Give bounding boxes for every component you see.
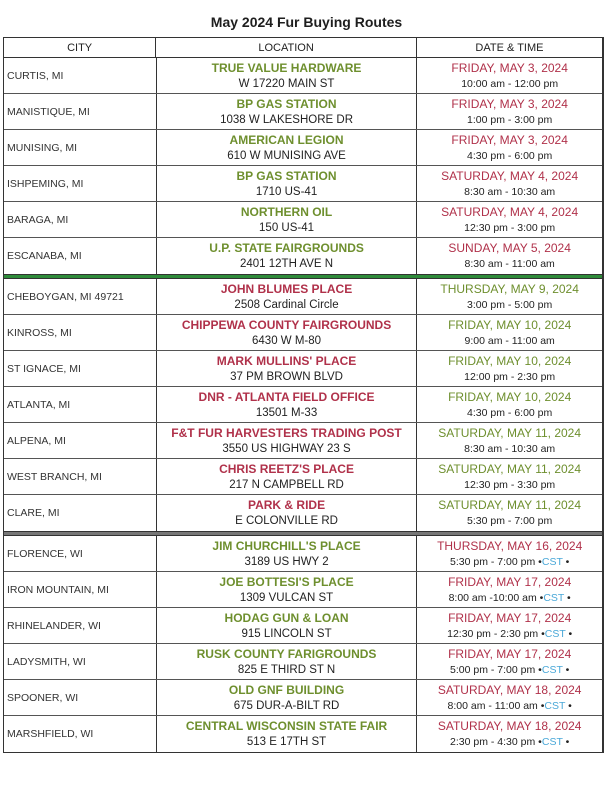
time-value: 3:00 pm - 5:00 pm: [467, 298, 553, 311]
table-row: [4, 608, 602, 644]
location-name: BP GAS STATION: [236, 168, 337, 183]
table-row: [4, 644, 602, 680]
city-cell: MANISTIQUE, MI: [7, 105, 90, 118]
date: FRIDAY, MAY 3, 2024: [451, 60, 568, 75]
bullet-icon: •: [562, 555, 570, 568]
time-value: 12:30 pm - 3:00 pm: [464, 221, 556, 234]
time-range: [449, 590, 571, 606]
date: SUNDAY, MAY 5, 2024: [448, 241, 571, 255]
timezone-label: CST: [544, 627, 566, 640]
time-range: [467, 405, 552, 421]
city-cell: KINROSS, MI: [7, 326, 72, 339]
bullet-icon: •: [538, 736, 542, 748]
location-address: 513 E 17TH ST: [246, 736, 327, 748]
city-cell: SPOONER, WI: [7, 691, 79, 704]
time-value: 8:00 am - 11:00 am: [447, 699, 541, 712]
time-range: [467, 112, 552, 128]
city-cell: CHEBOYGAN, MI 49721: [7, 290, 124, 303]
location-cell: [156, 387, 417, 422]
time-range: [464, 184, 555, 200]
time-range: [465, 256, 555, 272]
table-row: [4, 351, 602, 387]
location-address: 13501 M-33: [255, 406, 318, 419]
header-city: CITY: [67, 41, 93, 54]
date: SATURDAY, MAY 11, 2024: [438, 461, 582, 476]
time-value: 5:00 pm - 7:00 pm: [450, 663, 539, 676]
time-value: 10:00 am - 12:00 pm: [461, 77, 559, 90]
header-location: LOCATION: [155, 38, 416, 57]
city-cell: BARAGA, MI: [7, 213, 69, 226]
date: THURSDAY, MAY 16, 2024: [437, 538, 583, 553]
time-value: 8:00 am -10:00 am: [448, 591, 540, 604]
location-name: CENTRAL WISCONSIN STATE FAIR: [185, 719, 388, 733]
location-name: AMERICAN LEGION: [229, 132, 344, 147]
date-time-cell: [416, 130, 602, 165]
bullet-icon: •: [541, 627, 545, 640]
city-cell: CURTIS, MI: [7, 69, 64, 82]
date-time-cell: [416, 572, 602, 607]
location-cell: [156, 351, 417, 386]
location-name: DNR - ATLANTA FIELD OFFICE: [198, 389, 375, 404]
location-address: 150 US-41: [259, 221, 315, 234]
bullet-icon: •: [565, 627, 573, 640]
location-name: RUSK COUNTY FARIGROUNDS: [196, 646, 377, 661]
table-row: [4, 387, 602, 423]
location-address: 3550 US HIGHWAY 23 S: [222, 442, 351, 455]
city-cell: ATLANTA, MI: [7, 398, 71, 411]
table-body: [4, 58, 602, 752]
table-row: [4, 94, 602, 130]
time-value: 9:00 am - 11:00 am: [464, 334, 555, 347]
table-row: [4, 202, 602, 238]
date: SATURDAY, MAY 18, 2024: [437, 682, 582, 697]
location-name: JIM CHURCHILL'S PLACE: [212, 538, 361, 553]
city-cell: ALPENA, MI: [7, 434, 66, 447]
city-cell: MUNISING, MI: [7, 141, 77, 154]
timezone-label: CST: [543, 591, 565, 604]
table-row: [4, 716, 602, 752]
location-cell: [156, 58, 417, 93]
time-value: 5:30 pm - 7:00 pm: [467, 515, 553, 527]
time-range: [450, 662, 569, 678]
time-range: [447, 626, 572, 642]
location-address: 610 W MUNISING AVE: [227, 149, 346, 162]
bullet-icon: •: [540, 699, 545, 712]
date: SATURDAY, MAY 11, 2024: [438, 498, 582, 512]
city-cell: LADYSMITH, WI: [7, 655, 86, 668]
location-cell: [156, 644, 417, 679]
time-range: [465, 333, 555, 349]
location-address: 37 PM BROWN BLVD: [230, 370, 343, 383]
city-cell: ESCANABA, MI: [7, 250, 82, 262]
time-range: [464, 441, 555, 457]
city-cell: IRON MOUNTAIN, MI: [7, 583, 109, 596]
time-range: [450, 734, 569, 750]
location-cell: [156, 166, 417, 201]
date-time-cell: [416, 166, 602, 201]
table-row: [4, 680, 602, 716]
table-row: [4, 315, 602, 351]
time-value: 2:30 pm - 4:30 pm: [450, 736, 539, 748]
date-time-cell: [416, 94, 602, 129]
location-address: 675 DUR-A-BILT RD: [233, 699, 340, 712]
location-name: BP GAS STATION: [236, 96, 337, 111]
time-value: 8:30 am - 10:30 am: [464, 442, 556, 455]
date-time-cell: [416, 644, 602, 679]
city-cell: RHINELANDER, WI: [7, 619, 101, 632]
date-time-cell: [416, 608, 602, 643]
date-time-cell: [416, 202, 602, 237]
table-row: [4, 130, 602, 166]
bullet-icon: •: [562, 663, 570, 676]
date: FRIDAY, MAY 17, 2024: [448, 610, 572, 625]
timezone-label: CST: [541, 736, 563, 748]
time-value: 12:30 pm - 2:30 pm: [447, 627, 542, 640]
location-address: W 17220 MAIN ST: [238, 77, 335, 90]
location-cell: [156, 680, 417, 715]
location-cell: [156, 202, 417, 237]
date: SATURDAY, MAY 11, 2024: [438, 425, 582, 440]
date-time-cell: [416, 716, 602, 752]
time-range: [461, 76, 558, 92]
location-cell: [156, 716, 417, 752]
location-name: JOE BOTTESI'S PLACE: [219, 574, 354, 589]
table-row: [4, 238, 602, 274]
city-cell: WEST BRANCH, MI: [7, 470, 102, 483]
bullet-icon: •: [539, 591, 544, 604]
date-time-cell: [416, 459, 602, 494]
city-cell: MARSHFIELD, WI: [7, 728, 94, 740]
location-name: MARK MULLINS' PLACE: [216, 353, 357, 368]
location-address: 1038 W LAKESHORE DR: [220, 113, 353, 126]
location-name: F&T FUR HARVESTERS TRADING POST: [171, 425, 402, 440]
city-cell: CLARE, MI: [7, 507, 60, 519]
table-row: [4, 58, 602, 94]
time-range: [450, 554, 569, 570]
location-name: PARK & RIDE: [247, 498, 326, 512]
time-value: 4:30 pm - 6:00 pm: [467, 406, 553, 419]
location-address: E COLONVILLE RD: [235, 515, 338, 527]
location-cell: [156, 238, 417, 274]
location-address: 915 LINCOLN ST: [241, 627, 332, 640]
table-row: [4, 536, 602, 572]
timezone-label: CST: [544, 699, 566, 712]
location-name: NORTHERN OIL: [240, 204, 333, 219]
city-cell: FLORENCE, WI: [7, 547, 83, 560]
time-range: [467, 148, 552, 164]
table-row: [4, 279, 602, 315]
time-range: [448, 698, 572, 714]
time-value: 5:30 pm - 7:00 pm: [450, 555, 539, 568]
time-range: [464, 477, 555, 493]
location-address: 6430 W M-80: [252, 334, 322, 347]
location-address: 1710 US-41: [255, 185, 318, 198]
location-name: HODAG GUN & LOAN: [224, 610, 349, 625]
date: FRIDAY, MAY 3, 2024: [451, 96, 568, 111]
routes-table: [3, 37, 604, 753]
date-time-cell: [416, 238, 602, 274]
date-time-cell: [416, 58, 602, 93]
table-row: [4, 423, 602, 459]
location-name: CHRIS REETZ'S PLACE: [219, 461, 354, 476]
date-time-cell: [416, 351, 602, 386]
location-cell: [156, 423, 417, 458]
date-time-cell: [416, 536, 602, 571]
table-row: [4, 459, 602, 495]
time-range: [467, 297, 552, 313]
timezone-label: CST: [541, 663, 563, 676]
date: SATURDAY, MAY 4, 2024: [441, 168, 579, 183]
time-range: [464, 220, 555, 236]
bullet-icon: •: [538, 555, 542, 568]
date: FRIDAY, MAY 3, 2024: [451, 132, 568, 147]
time-value: 12:00 pm - 2:30 pm: [464, 370, 556, 383]
location-address: 825 E THIRD ST N: [237, 663, 336, 676]
location-cell: [156, 459, 417, 494]
date-time-cell: [416, 423, 602, 458]
date: THURSDAY, MAY 9, 2024: [440, 281, 579, 296]
location-cell: [156, 572, 417, 607]
location-cell: [156, 130, 417, 165]
date-time-cell: [416, 315, 602, 350]
location-cell: [156, 94, 417, 129]
time-range: [464, 369, 555, 385]
time-range: [467, 513, 552, 529]
city-cell: ST IGNACE, MI: [7, 362, 81, 375]
bullet-icon: •: [562, 736, 570, 748]
location-address: 2401 12TH AVE N: [239, 258, 334, 270]
table-row: [4, 572, 602, 608]
location-name: U.P. STATE FAIRGROUNDS: [209, 241, 364, 255]
header-date-time: DATE & TIME: [416, 38, 602, 57]
time-value: 12:30 pm - 3:30 pm: [464, 478, 556, 491]
location-address: 3189 US HWY 2: [244, 555, 329, 568]
date: SATURDAY, MAY 4, 2024: [441, 204, 579, 219]
date: SATURDAY, MAY 18, 2024: [437, 719, 582, 733]
date-time-cell: [416, 495, 602, 531]
table-row: [4, 495, 602, 531]
table-row: [4, 166, 602, 202]
time-value: 8:30 am - 11:00 am: [464, 258, 555, 270]
time-value: 1:00 pm - 3:00 pm: [467, 113, 553, 126]
location-cell: [156, 279, 417, 314]
date-time-cell: [416, 279, 602, 314]
location-address: 1309 VULCAN ST: [239, 591, 334, 604]
location-name: OLD GNF BUILDING: [228, 682, 345, 697]
location-cell: [156, 536, 417, 571]
date-time-cell: [416, 680, 602, 715]
location-name: JOHN BLUMES PLACE: [220, 281, 353, 296]
location-name: TRUE VALUE HARDWARE: [211, 60, 362, 75]
location-name: CHIPPEWA COUNTY FAIRGROUNDS: [181, 317, 392, 332]
location-address: 217 N CAMPBELL RD: [229, 478, 344, 491]
date-time-cell: [416, 387, 602, 422]
date: FRIDAY, MAY 10, 2024: [448, 317, 572, 332]
location-cell: [156, 608, 417, 643]
timezone-label: CST: [541, 555, 563, 568]
bullet-icon: •: [565, 699, 572, 712]
date: FRIDAY, MAY 17, 2024: [448, 574, 572, 589]
bullet-icon: •: [564, 591, 571, 604]
time-value: 4:30 pm - 6:00 pm: [467, 149, 553, 162]
city-cell: ISHPEMING, MI: [7, 177, 84, 190]
location-cell: [156, 315, 417, 350]
date: FRIDAY, MAY 10, 2024: [448, 389, 572, 404]
date: FRIDAY, MAY 17, 2024: [448, 646, 572, 661]
bullet-icon: •: [538, 663, 542, 676]
time-value: 8:30 am - 10:30 am: [464, 185, 556, 198]
page-title: May 2024 Fur Buying Routes: [210, 14, 403, 30]
date: FRIDAY, MAY 10, 2024: [448, 353, 572, 368]
location-address: 2508 Cardinal Circle: [234, 298, 339, 311]
location-cell: [156, 495, 417, 531]
table-header: [4, 38, 602, 58]
